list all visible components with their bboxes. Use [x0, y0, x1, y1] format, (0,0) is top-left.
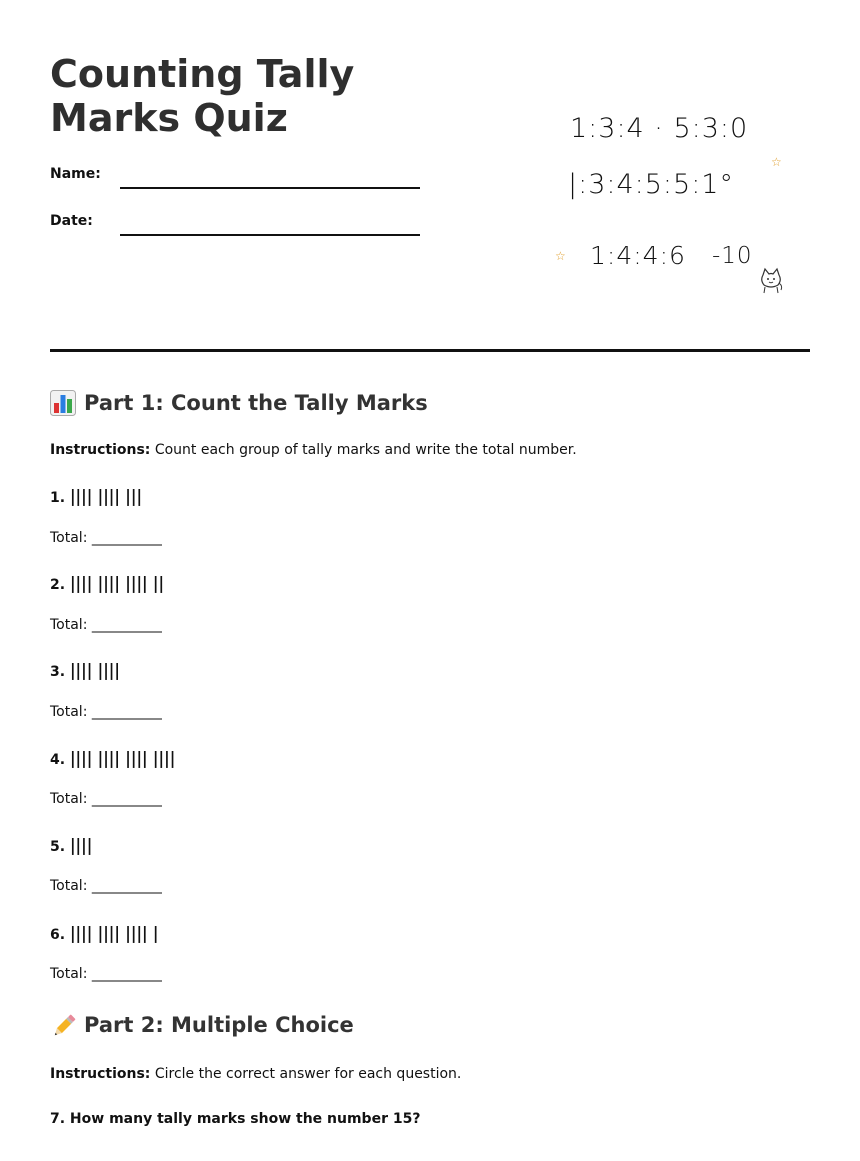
question-number: 3. [50, 664, 66, 680]
page-title: Counting Tally Marks Quiz [50, 52, 355, 140]
date-label: Date: [50, 213, 93, 229]
question-7: 7. How many tally marks show the number 15? [50, 1111, 421, 1127]
instructions-text: Count each group of tally marks and write the total number. [150, 442, 577, 458]
question-6 [50, 924, 159, 944]
question-number: 6. [50, 927, 66, 943]
name-label: Name: [50, 166, 101, 182]
tally-marks: |||| |||| |||| || [69, 574, 165, 594]
instructions-label: Instructions: [50, 442, 151, 458]
doodle-line-2: |:3:4:5:5:1° [568, 169, 734, 200]
part1-heading-text: Part 1: Count the Tally Marks [84, 391, 428, 415]
part2-heading-text: Part 2: Multiple Choice [84, 1013, 354, 1037]
question-1 [50, 487, 142, 507]
date-line[interactable] [120, 234, 420, 236]
tally-marks: |||| |||| |||| |||| [69, 749, 176, 769]
doodle-line-4: -10 [712, 243, 753, 269]
total-answer-4[interactable]: Total: __________ [50, 791, 162, 807]
total-answer-1[interactable]: Total: __________ [50, 530, 162, 546]
doodle-line-3: 1:4:4:6 [590, 241, 686, 270]
tally-marks: |||| |||| ||| [69, 487, 143, 507]
bar-chart-icon [50, 390, 76, 416]
total-answer-6[interactable]: Total: __________ [50, 966, 162, 982]
part1-heading [50, 390, 428, 416]
question-5 [50, 836, 92, 856]
part1-instructions [50, 442, 577, 458]
name-line[interactable] [120, 187, 420, 189]
question-number: 1. [50, 490, 66, 506]
cat-doodle-icon [758, 266, 784, 294]
star-icon: ☆ [555, 249, 566, 263]
tally-marks: |||| [69, 836, 93, 856]
question-2 [50, 574, 164, 594]
tally-marks: |||| |||| |||| | [69, 924, 159, 944]
doodle-line-1: 1:3:4 · 5:3:0 [570, 113, 749, 144]
part2-heading [50, 1012, 354, 1038]
pencil-icon [50, 1012, 76, 1038]
total-answer-3[interactable]: Total: __________ [50, 704, 162, 720]
question-number: 2. [50, 577, 66, 593]
total-answer-5[interactable]: Total: __________ [50, 878, 162, 894]
instructions-text: Circle the correct answer for each question. [150, 1066, 462, 1082]
tally-marks: |||| |||| [69, 661, 120, 681]
question-3 [50, 661, 120, 681]
question-number: 4. [50, 752, 66, 768]
question-4 [50, 749, 175, 769]
total-answer-2[interactable]: Total: __________ [50, 617, 162, 633]
question-number: 5. [50, 839, 66, 855]
instructions-label: Instructions: [50, 1066, 151, 1082]
divider [50, 349, 810, 352]
part2-instructions [50, 1066, 461, 1082]
star-icon: ☆ [771, 155, 782, 169]
